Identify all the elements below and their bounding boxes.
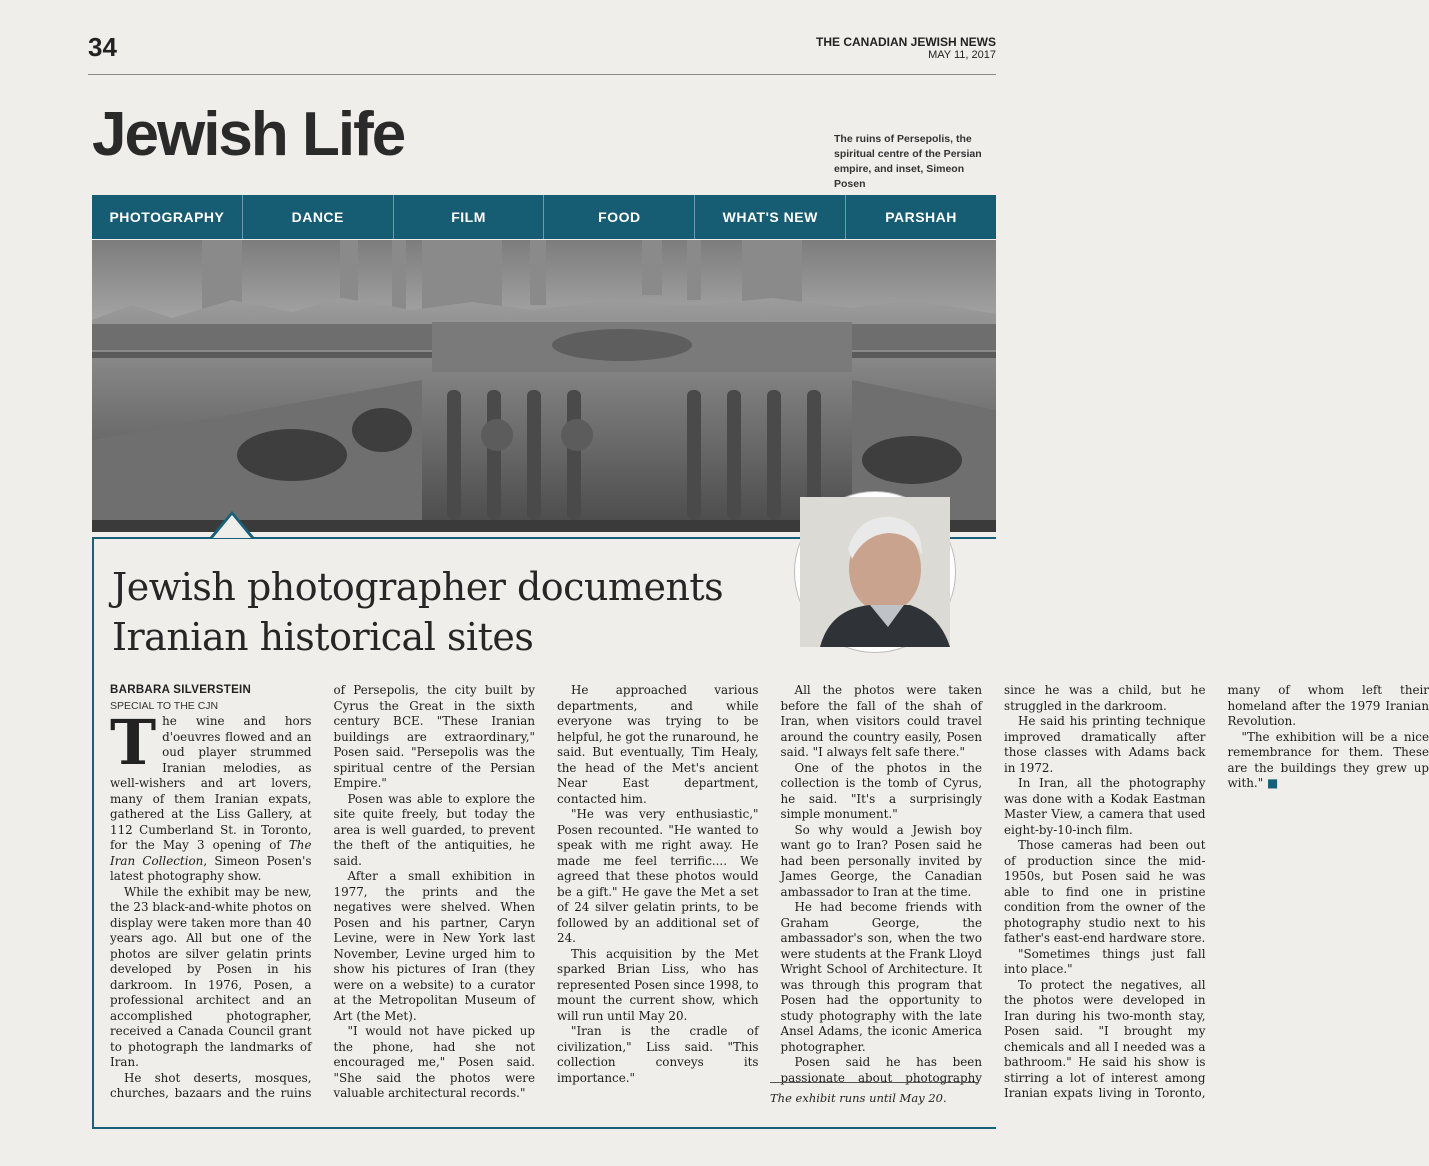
lead-text: he wine and hors d'oeuvres flowed and an oud player strummed Iranian melodies, as well-wishers and art lovers, many of them Iranian expats, gathered at the Liss Gallery, at 112 Cumberland St. in Toronto, for the May 3 opening of — [110, 714, 312, 852]
body-paragraph: He shot deserts, mosques, churches, bazaars and the ruins of Persepolis, the city built by Cyrus the Great in the sixth century BCE. "These Iranian buildings are extraordinary," Posen said. "Persepolis was the spiritual centre of the Persian Empire." — [110, 683, 535, 1100]
body-paragraph: One of the photos in the collection is the tomb of Cyrus, he said. "It's a surprisingly simple monument." — [780, 760, 982, 821]
last-paragraph — [1228, 730, 1429, 792]
body-paragraph: After a small exhibition in 1977, the prints and the negatives were shelved. When Posen and his partner, Caryn Levine, were in New York last November, Levine urged him to show his pictures of Iran (they were on a website) to a curator at the Metropolitan Museum of Art (the Met). — [333, 869, 535, 1023]
inset-portrait — [795, 492, 955, 652]
exhibit-title: The Iran Collection — [110, 838, 312, 868]
section-nav — [92, 195, 996, 239]
publication-name: THE CANADIAN JEWISH NEWS — [815, 35, 996, 49]
nav-item-parshah[interactable]: PARSHAH — [885, 209, 957, 225]
header-rule — [88, 74, 996, 75]
last-paragraph-text: "The exhibition will be a nice remembrance for them. These are the buildings they grew up with." — [1227, 729, 1429, 790]
end-mark-icon: ■ — [1266, 776, 1279, 790]
body-paragraph: All the photos were taken before the fall of the shah of Iran, when visitors could travel around the country easily, Posen said. "I always felt safe there." — [780, 683, 982, 759]
nav-item-food[interactable]: FOOD — [544, 195, 695, 239]
body-paragraph: "Iran is the cradle of civilization," Liss said. "This collection conveys its importance." — [557, 1024, 759, 1085]
publication-masthead — [816, 36, 996, 62]
nav-item-dance[interactable]: DANCE — [243, 195, 394, 239]
body-paragraph: Those cameras had been out of production since the mid-1950s, but Posen said he was able to find one in pristine condition from the owner of the photography studio next to his father's east-end hardware store. — [1004, 838, 1206, 945]
body-paragraph: While the exhibit may be new, the 23 black-and-white photos on display were taken more than 40 years ago. All but one of the photos are silver gelatin prints developed by Posen in his darkroom. In 1976, Posen, a professional architect and an accomplished photographer, received a Canada Council grant to photograph the landmarks of Iran. — [110, 884, 312, 1069]
persepolis-relief-illustration — [92, 240, 996, 532]
body-paragraph: He said his printing technique improved dramatically after those classes with Adams back in 1972. — [1004, 714, 1206, 775]
article-footnote: The exhibit runs until May 20. — [770, 1082, 978, 1105]
body-paragraph: He had become friends with Graham George, the ambassador's son, when the two were students at the Frank Lloyd Wright School of Architecture. It was through this program that Posen had the opportunity to study photography with the late Ansel Adams, the iconic America photographer. — [780, 900, 982, 1054]
lead-paragraph — [110, 706, 312, 885]
section-title: Jewish Life — [92, 100, 405, 169]
dropcap: T — [110, 706, 157, 779]
body-paragraph: In Iran, all the photography was done with a Kodak Eastman Master View, a camera that used eight-by-10-inch film. — [1004, 776, 1206, 837]
issue-date: MAY 11, 2017 — [928, 49, 996, 61]
persepolis-photo — [92, 240, 996, 532]
body-paragraph: So why would a Jewish boy want go to Iran? Posen said he had been personally invited by James George, the Canadian ambassador to Iran at the time. — [780, 822, 982, 899]
body-paragraph: "I would not have picked up the phone, had she not encouraged me," Posen said. "She said the photos were valuable architectural records." — [333, 1024, 535, 1100]
nav-item-photography[interactable]: PHOTOGRAPHY — [92, 195, 243, 239]
article-body — [110, 683, 1429, 1108]
byline: BARBARA SILVERSTEIN — [110, 684, 252, 696]
article-headline: Jewish photographer documents Iranian historical sites — [112, 565, 724, 659]
body-paragraph: "He was very enthusiastic," Posen recounted. "He wanted to speak with me right away. He made me feel terrific.... We agreed that these photos would be a gift." He gave the Met a set of 24 silver gelatin prints, to be followed by an additional set of 24. — [557, 807, 759, 945]
cover-caption: The ruins of Persepolis, the spiritual centre of the Persian empire, and inset, Simeon Posen — [834, 133, 982, 190]
portrait-illustration — [800, 497, 950, 647]
frame-pointer-inner — [213, 515, 251, 538]
nav-item-what-s-new[interactable]: WHAT'S NEW — [695, 195, 846, 239]
body-paragraph: Posen said he has been passionate about photography since he was a child, but he struggled in the darkroom. — [780, 683, 1206, 1085]
lead-text-end: , Simeon Posen's latest photography show. — [110, 853, 312, 883]
page-number: 34 — [88, 32, 117, 62]
nav-item-film[interactable]: FILM — [394, 195, 545, 239]
byline-subtitle: SPECIAL TO THE CJN — [110, 699, 219, 712]
body-paragraph: "Sometimes things just fall into place." — [1004, 946, 1206, 976]
body-paragraph: To protect the negatives, all the photos were developed in Iran during his two-month stay, Posen said. "I brought my chemicals and all I needed was a bathroom." He said his show is stirring a lot of interest among Iranian expats living in Toronto, many of whom left their homeland after the 1979 Iranian Revolution. — [1004, 683, 1429, 1100]
body-paragraph: Posen was able to explore the site quite freely, but today the area is well guarded, to prevent the theft of the antiquities, he said. — [333, 791, 535, 868]
body-paragraph: This acquisition by the Met sparked Brian Liss, who has represented Posen since 1998, to mount the current show, which will run until May 20. — [557, 946, 759, 1023]
body-paragraph: He approached various departments, and while everyone was trying to be helpful, he got the runaround, he said. But eventually, Tim Healy, the head of the Met's ancient Near East department, contacted him. — [557, 683, 759, 806]
